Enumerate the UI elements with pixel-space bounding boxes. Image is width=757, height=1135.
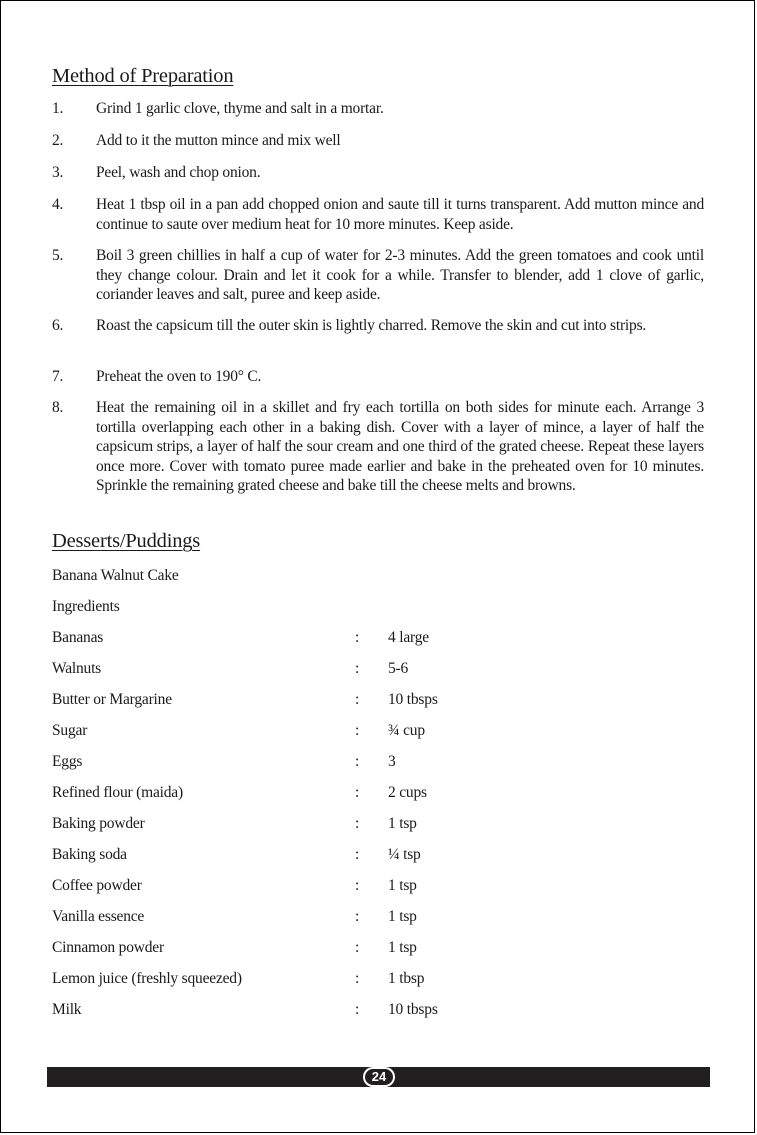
ingredient-name: Lemon juice (freshly squeezed) xyxy=(52,970,242,987)
separator: : xyxy=(355,629,360,646)
ingredient-name: Baking powder xyxy=(52,815,145,832)
step-number: 3. xyxy=(52,164,64,181)
ingredient-qty: ¼ tsp xyxy=(388,846,421,863)
ingredient-name: Bananas xyxy=(52,629,104,646)
ingredient-row xyxy=(52,877,552,897)
ingredient-row xyxy=(52,846,552,866)
step-number: 6. xyxy=(52,317,64,334)
step-item xyxy=(52,398,704,496)
step-item xyxy=(52,131,704,151)
separator: : xyxy=(355,877,360,894)
ingredient-name: Milk xyxy=(52,1001,82,1018)
step-text: Boil 3 green chillies in half a cup of water for 2-3 minutes. Add the green tomatoes and cook until they change colour. Drain and let it cook for a while. Transfer to blender, add 1 clove of garlic, coriander leaves and salt, puree and keep aside. xyxy=(96,247,704,303)
ingredient-name: Walnuts xyxy=(52,660,102,677)
ingredient-qty: 3 xyxy=(388,753,396,770)
separator: : xyxy=(355,846,360,863)
ingredient-name: Butter or Margarine xyxy=(52,691,172,708)
page-number: 24 xyxy=(365,1069,393,1085)
ingredient-row xyxy=(52,691,552,711)
separator: : xyxy=(355,753,360,770)
ingredient-row xyxy=(52,939,552,959)
separator: : xyxy=(355,722,360,739)
ingredient-qty: 1 tsp xyxy=(388,908,417,925)
step-number: 5. xyxy=(52,247,64,264)
ingredient-row xyxy=(52,660,552,680)
step-number: 2. xyxy=(52,132,64,149)
ingredient-name: Coffee powder xyxy=(52,877,142,894)
separator: : xyxy=(355,815,360,832)
ingredient-name: Cinnamon powder xyxy=(52,939,164,956)
ingredient-row xyxy=(52,629,552,649)
ingredient-qty: 1 tsp xyxy=(388,939,417,956)
step-text: Preheat the oven to 190° C. xyxy=(96,368,262,385)
recipe-title: Banana Walnut Cake xyxy=(52,567,179,584)
ingredient-qty: 2 cups xyxy=(388,784,427,801)
separator: : xyxy=(355,908,360,925)
separator: : xyxy=(355,691,360,708)
ingredient-qty: 1 tsp xyxy=(388,877,417,894)
separator: : xyxy=(355,970,360,987)
step-item xyxy=(52,99,704,119)
ingredients-label: Ingredients xyxy=(52,598,120,615)
step-text: Heat 1 tbsp oil in a pan add chopped onion and saute till it turns transparent. Add mutton mince and continue to saute over medium heat for 10 more minutes. Keep aside. xyxy=(96,196,704,233)
ingredient-qty: 1 tbsp xyxy=(388,970,425,987)
ingredient-qty: 4 large xyxy=(388,629,429,646)
ingredient-row xyxy=(52,722,552,742)
ingredient-name: Sugar xyxy=(52,722,88,739)
ingredient-row xyxy=(52,970,552,990)
ingredient-row xyxy=(52,1001,552,1021)
step-number: 7. xyxy=(52,368,64,385)
step-item xyxy=(52,367,704,387)
step-item xyxy=(52,195,704,234)
step-text: Roast the capsicum till the outer skin is lightly charred. Remove the skin and cut into strips. xyxy=(96,317,647,334)
step-number: 4. xyxy=(52,196,64,213)
step-text: Heat the remaining oil in a skillet and fry each tortilla on both sides for minute each. Arrange 3 tortilla overlapping each other in a baking dish. Cover with a layer of mince, a layer of half the capsicum strips, a layer of half the sour cream and one third of the grated cheese. Repeat these layers once more. Cover with tomato puree made earlier and bake in the preheated oven for 10 minutes. Sprinkle the remaining grated cheese and bake till the cheese melts and browns. xyxy=(96,399,704,494)
ingredient-row xyxy=(52,753,552,773)
ingredient-row xyxy=(52,784,552,804)
step-item xyxy=(52,246,704,305)
step-text: Grind 1 garlic clove, thyme and salt in a mortar. xyxy=(96,100,384,117)
ingredient-qty: 5-6 xyxy=(388,660,409,677)
ingredient-name: Vanilla essence xyxy=(52,908,145,925)
step-text: Peel, wash and chop onion. xyxy=(96,164,261,181)
ingredient-qty: 10 tbsps xyxy=(388,1001,438,1018)
ingredient-name: Baking soda xyxy=(52,846,127,863)
separator: : xyxy=(355,660,360,677)
step-text: Add to it the mutton mince and mix well xyxy=(96,132,341,149)
separator: : xyxy=(355,939,360,956)
step-number: 8. xyxy=(52,399,64,416)
desserts-heading: Desserts/Puddings xyxy=(52,530,201,552)
ingredient-name: Eggs xyxy=(52,753,83,770)
ingredient-row xyxy=(52,908,552,928)
step-item xyxy=(52,163,704,183)
method-heading: Method of Preparation xyxy=(52,65,234,87)
ingredient-qty: 10 tbsps xyxy=(388,691,438,708)
page-number-badge xyxy=(363,1067,395,1087)
ingredient-name: Refined flour (maida) xyxy=(52,784,183,801)
step-item xyxy=(52,316,704,336)
ingredient-row xyxy=(52,815,552,835)
ingredient-qty: ¾ cup xyxy=(388,722,425,739)
separator: : xyxy=(355,1001,360,1018)
separator: : xyxy=(355,784,360,801)
ingredient-qty: 1 tsp xyxy=(388,815,417,832)
step-number: 1. xyxy=(52,100,64,117)
